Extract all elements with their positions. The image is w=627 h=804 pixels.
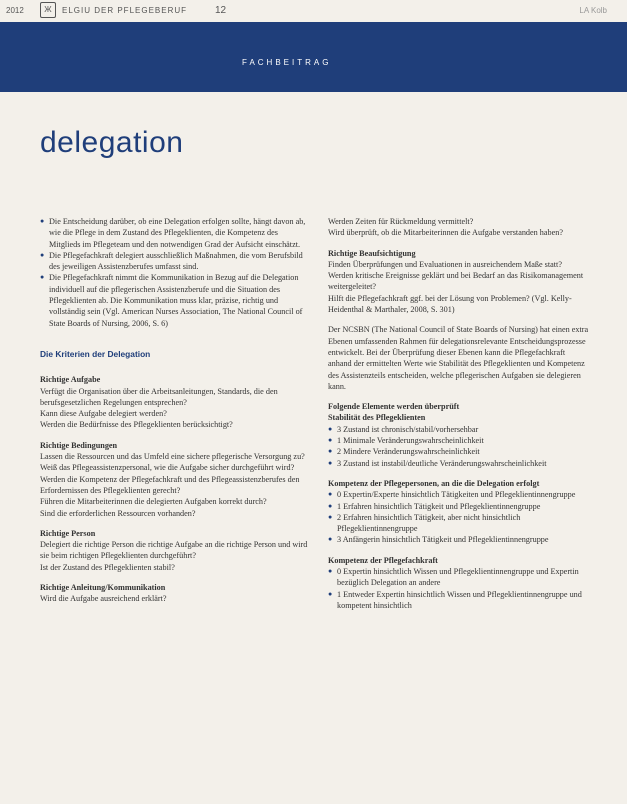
- text-line: Lassen die Ressourcen und das Umfeld eine sichere pflegerische Versorgung zu?: [40, 452, 305, 462]
- list-item: ● 0 Expertin/Experte hinsichtlich Tätigkeiten und Pflegeklientinnengruppe: [328, 489, 590, 500]
- section-title: Folgende Elemente werden überprüft: [328, 402, 460, 412]
- section-band: [0, 22, 627, 92]
- text-line: Hilft die Pflegefachkraft ggf. bei der Lösung von Problemen? (Vgl. Kelly-Heidenthal & Marthaler, 2008, S. 301): [328, 293, 572, 315]
- text-line: Werden Zeiten für Rückmeldung vermittelt?: [328, 217, 474, 226]
- section-title: Kompetenz der Pflegefachkraft: [328, 555, 438, 565]
- criteria-heading: Die Kriterien der Delegation: [40, 348, 151, 359]
- section-title: Richtige Person: [40, 528, 96, 538]
- section-title: Richtige Bedingungen: [40, 440, 118, 450]
- text-line: Delegiert die richtige Person die richtige Aufgabe an die richtige Person und wird sie beim richtigen Pflegeklienten durchgeführt?: [40, 540, 308, 561]
- header-right-text: LA Kolb: [579, 6, 607, 15]
- list-item: ● 1 Minimale Veränderungswahrscheinlichkeit: [328, 435, 590, 446]
- magazine-name: ELGIU DER PFLEGEBERUF: [62, 6, 188, 15]
- text-line: Wird die Aufgabe ausreichend erklärt?: [40, 594, 167, 604]
- list-item: ● 2 Mindere Veränderungswahrscheinlichkeit: [328, 446, 590, 457]
- staff-competence-list: [328, 489, 590, 545]
- year-label: 2012: [6, 6, 24, 15]
- section-title: Richtige Beaufsichtigung: [328, 248, 416, 258]
- list-item: ● 1 Entweder Expertin hinsichtlich Wissen und Pflegeklientinnengruppe und kompetent hinsichtlich: [328, 589, 590, 612]
- intro-bullet-list: [40, 216, 308, 329]
- text-line: Verfügt die Organisation über die Arbeitsanleitungen, Standards, die den berufsgesetzlichen Regelungen entsprechen?: [40, 386, 278, 407]
- nurse-competence-list: [328, 566, 590, 611]
- list-item: ● Die Entscheidung darüber, ob eine Delegation erfolgen sollte, hängt davon ab, wie die Pflege in dem Zustand des Pflegeklienten, die Kompetenz des Mitglieds im Pflegeteam und den notwendigen Grad der Aufsicht einschätzt.: [40, 216, 308, 250]
- page-title: delegation: [40, 126, 184, 159]
- stability-list: [328, 424, 590, 469]
- list-item: ● 3 Anfängerin hinsichtlich Tätigkeit und Pflegeklientinnengruppe: [328, 534, 590, 545]
- text-line: Ist der Zustand des Pflegeklienten stabil?: [40, 562, 175, 572]
- text-line: Werden die Bedürfnisse des Pflegeklienten berücksichtigt?: [40, 420, 233, 430]
- text-line: Werden die Kompetenz der Pflegefachkraft und des Pflegeassistenzberufes den Erfordernissen des Pflegeklienten gerecht?: [40, 474, 300, 495]
- page-number: 12: [215, 5, 227, 16]
- section-title: Richtige Aufgabe: [40, 375, 101, 385]
- section-subtitle: Stabilität des Pflegeklienten: [328, 413, 426, 423]
- list-item: ● 3 Zustand ist chronisch/stabil/vorhersehbar: [328, 424, 590, 435]
- list-item: ● 3 Zustand ist instabil/deutliche Veränderungswahrscheinlichkeit: [328, 458, 590, 469]
- list-item: ● 0 Expertin hinsichtlich Wissen und Pflegeklientinnengruppe und Expertin bezüglich Delegation an andere: [328, 566, 590, 589]
- text-line: Wird überprüft, ob die Mitarbeiterinnen die Aufgabe verstanden haben?: [328, 228, 563, 238]
- list-item: ● 2 Erfahren hinsichtlich Tätigkeit, aber nicht hinsichtlich Pflegeklientinnengruppe: [328, 512, 590, 535]
- page-header: [0, 0, 627, 22]
- text-line: Führen die Mitarbeiterinnen die delegierten Aufgaben korrekt durch?: [40, 497, 267, 507]
- text-line: Finden Überprüfungen und Evaluationen in ausreichendem Maße statt?: [328, 259, 562, 269]
- list-item: ● Die Pflegefachkraft delegiert ausschließlich Maßnahmen, die vom Berufsbild des jeweiligen Assistenzberufes umfasst sind.: [40, 250, 308, 273]
- list-item: ● Die Pflegefachkraft nimmt die Kommunikation in Bezug auf die Delegation individuell auf die pflegerischen Assistenzberufe und die Situation des Pflegeklienten ab. Die Kommunikation muss klar, präzise, richtig und vollständig sein (Vgl. American Nurses Association, The National Council of State Boards of Nursing, 2006, S. 6): [40, 272, 308, 328]
- left-column: [40, 216, 308, 605]
- list-item: ● 1 Erfahren hinsichtlich Tätigkeit und Pflegeklientinnengruppe: [328, 501, 590, 512]
- right-column: [328, 216, 590, 611]
- ncsbn-paragraph: Der NCSBN (The National Council of State Boards of Nursing) hat einen extra Ebenen umfassenden Rahmen für delegationsrelevante Entscheidungsprozesse entwickelt. Bei der Überprüfung dieser Ebenen kann die Pflegefachkraft anhand der ermittelten Werte wie Stabilität des Pflegeklienten und Kompetenz des Assistenzteils entscheiden, welche pflegerischen Aufgaben sie delegieren kann.: [328, 325, 589, 391]
- section-title: Kompetenz der Pflegepersonen, an die die Delegation erfolgt: [328, 478, 540, 488]
- text-line: Werden kritische Ereignisse geklärt und bei Bedarf an das Risikomanagement weitergeleitet?: [328, 271, 584, 292]
- magazine-logo-icon: Ж: [40, 2, 56, 18]
- section-label: FACHBEITRAG: [242, 58, 332, 67]
- section-title: Richtige Anleitung/Kommunikation: [40, 583, 166, 593]
- text-line: Weiß das Pflegeassistenzpersonal, wie die Aufgabe sicher durchgeführt wird?: [40, 463, 295, 473]
- text-line: Kann diese Aufgabe delegiert werden?: [40, 409, 167, 419]
- text-line: Sind die erforderlichen Ressourcen vorhanden?: [40, 508, 196, 518]
